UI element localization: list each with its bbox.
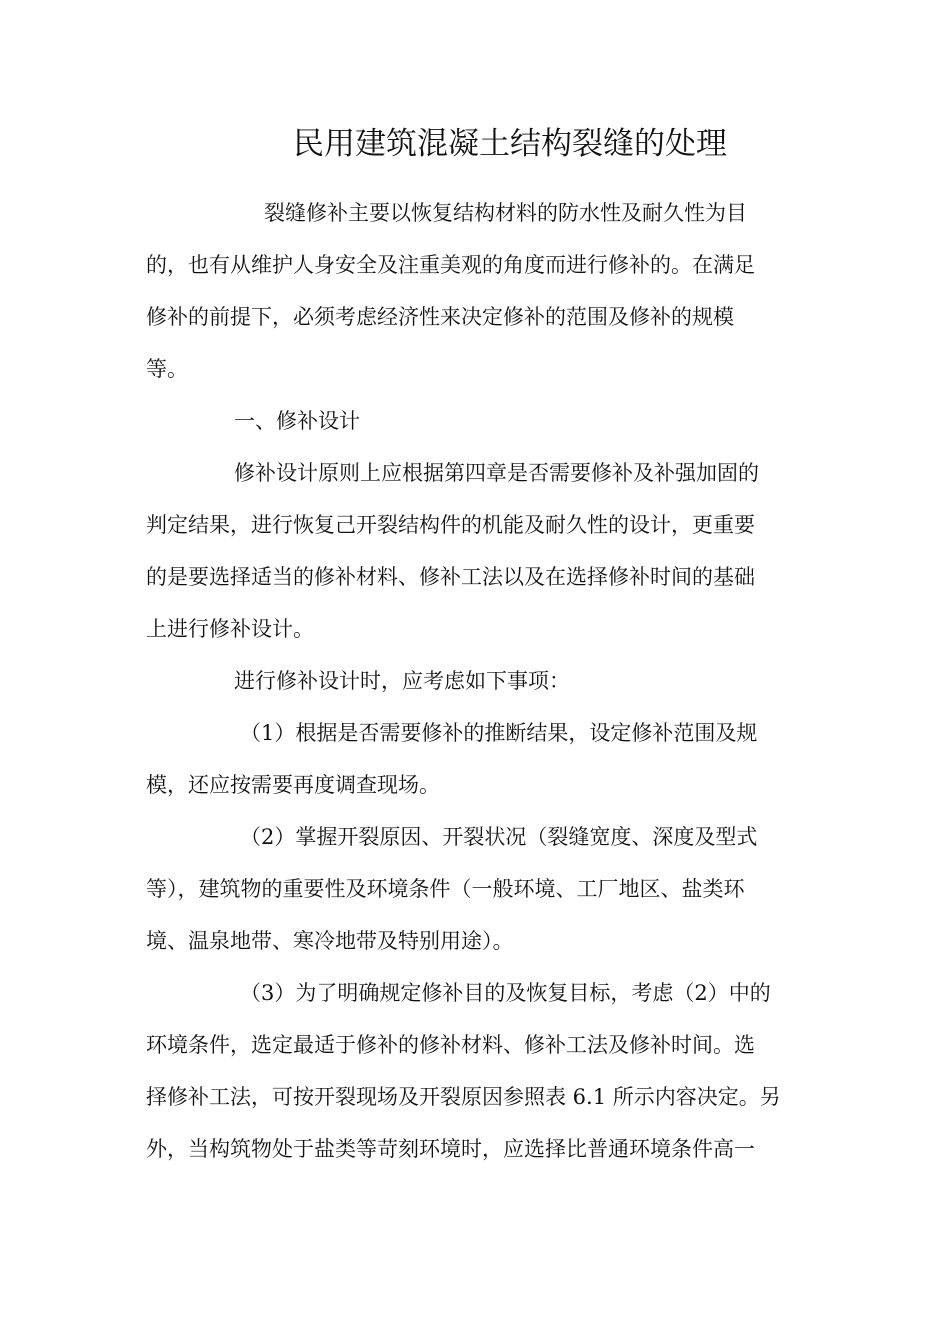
list-item-line: 外，当构筑物处于盐类等苛刻环境时，应选择比普通环境条件高一 xyxy=(146,1137,755,1161)
section-heading: 一、修补设计 xyxy=(234,409,360,433)
document-title: 民用建筑混凝土结构裂缝的处理 xyxy=(293,126,727,162)
list-item-line: 环境条件，选定最适于修补的修补材料、修补工法及修补时间。选 xyxy=(146,1033,755,1057)
list-item-line: （3）为了明确规定修补目的及恢复目标，考虑（2）中的 xyxy=(240,981,771,1005)
paragraph-line: 上进行修补设计。 xyxy=(146,617,314,641)
paragraph-line: 等。 xyxy=(146,357,188,381)
paragraph-line: 进行修补设计时，应考虑如下事项： xyxy=(234,669,570,693)
list-item-line: 境、温泉地带、寒冷地带及特别用途）。 xyxy=(146,929,514,953)
paragraph-line: 修补的前提下，必须考虑经济性来决定修补的范围及修补的规模 xyxy=(146,305,734,329)
paragraph-line: 判定结果，进行恢复己开裂结构件的机能及耐久性的设计，更重要 xyxy=(146,513,755,537)
list-item-line: （2）掌握开裂原因、开裂状况（裂缝宽度、深度及型式 xyxy=(240,825,758,849)
paragraph-line: 的是要选择适当的修补材料、修补工法以及在选择修补时间的基础 xyxy=(146,565,755,589)
paragraph-line: 的，也有从维护人身安全及注重美观的角度而进行修补的。在满足 xyxy=(146,253,755,277)
list-item-line: 等），建筑物的重要性及环境条件（一般环境、工厂地区、盐类环 xyxy=(146,877,745,901)
list-item-line: （1）根据是否需要修补的推断结果，设定修补范围及规 xyxy=(240,721,758,745)
paragraph-line: 裂缝修补主要以恢复结构材料的防水性及耐久性为目 xyxy=(264,201,747,225)
list-item-line: 模，还应按需要再度调查现场。 xyxy=(146,773,440,797)
paragraph-line: 修补设计原则上应根据第四章是否需要修补及补强加固的 xyxy=(234,461,759,485)
list-item-line: 择修补工法，可按开裂现场及开裂原因参照表 6.1 所示内容决定。另 xyxy=(146,1085,781,1109)
